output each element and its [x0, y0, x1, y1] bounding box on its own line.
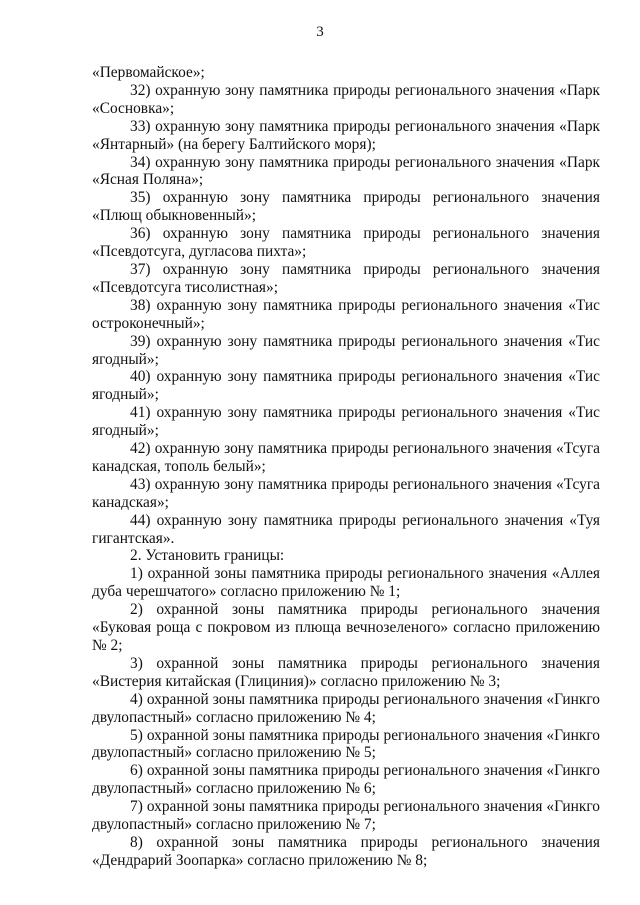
section-2-heading: 2. Установить границы:	[130, 547, 285, 565]
boundary-item-1: 1) охранной зоны памятника природы регионального значения «Аллея дуба черешчатого» согласно приложению № 1;	[92, 565, 600, 601]
list-item-39: 39) охранную зону памятника природы регионального значения «Тис ягодный»;	[92, 332, 600, 368]
list-item-38: 38) охранную зону памятника природы регионального значения «Тис остроконечный»;	[92, 296, 600, 332]
list-item-44: 44) охранную зону памятника природы регионального значения «Туя гигантская».	[92, 511, 600, 547]
list-item-36: 36) охранную зону памятника природы регионального значения «Псевдотсуга, дугласова пихта»;	[92, 225, 600, 261]
list-item-42: 42) охранную зону памятника природы регионального значения «Тсуга канадская, тополь белый»;	[92, 440, 600, 475]
boundary-item-3: 3) охранной зоны памятника природы регионального значения «Вистерия китайская (Глициния)» согласно приложению № 3;	[92, 654, 600, 690]
list-item-33: 33) охранную зону памятника природы регионального значения «Парк «Янтарный» (на берегу Балтийского моря);	[92, 117, 600, 153]
document-body	[92, 64, 600, 870]
list-item-41: 41) охранную зону памятника природы регионального значения «Тис ягодный»;	[92, 404, 600, 440]
boundary-item-6: 6) охранной зоны памятника природы регионального значения «Гинкго двулопастный» согласно приложению № 6;	[92, 762, 600, 798]
boundary-item-7: 7) охранной зоны памятника природы регионального значения «Гинкго двулопастный» согласно приложению № 7;	[92, 798, 600, 834]
list-item-43: 43) охранную зону памятника природы регионального значения «Тсуга канадская»;	[92, 475, 600, 511]
boundary-item-2: 2) охранной зоны памятника природы регионального значения «Буковая роща с покровом из плюща вечнозеленого» согласно приложению № 2;	[92, 601, 600, 654]
boundary-item-8: 8) охранной зоны памятника природы регионального значения «Дендрарий Зоопарка» согласно приложению № 8;	[92, 833, 600, 869]
paragraph-continuation: «Первомайское»;	[92, 64, 205, 81]
boundary-item-5: 5) охранной зоны памятника природы регионального значения «Гинкго двулопастный» согласно приложению № 5;	[92, 726, 600, 762]
list-item-34: 34) охранную зону памятника природы регионального значения «Парк «Ясная Поляна»;	[92, 153, 600, 189]
page-number: 3	[316, 24, 324, 40]
list-item-35: 35) охранную зону памятника природы регионального значения «Плющ обыкновенный»;	[92, 189, 600, 225]
list-item-37: 37) охранную зону памятника природы регионального значения «Псевдотсуга тисолистная»;	[92, 260, 600, 296]
boundary-item-4: 4) охранной зоны памятника природы регионального значения «Гинкго двулопастный» согласно приложению № 4;	[92, 690, 600, 726]
list-item-32: 32) охранную зону памятника природы регионального значения «Парк «Сосновка»;	[92, 81, 600, 117]
list-item-40: 40) охранную зону памятника природы регионального значения «Тис ягодный»;	[92, 368, 600, 404]
